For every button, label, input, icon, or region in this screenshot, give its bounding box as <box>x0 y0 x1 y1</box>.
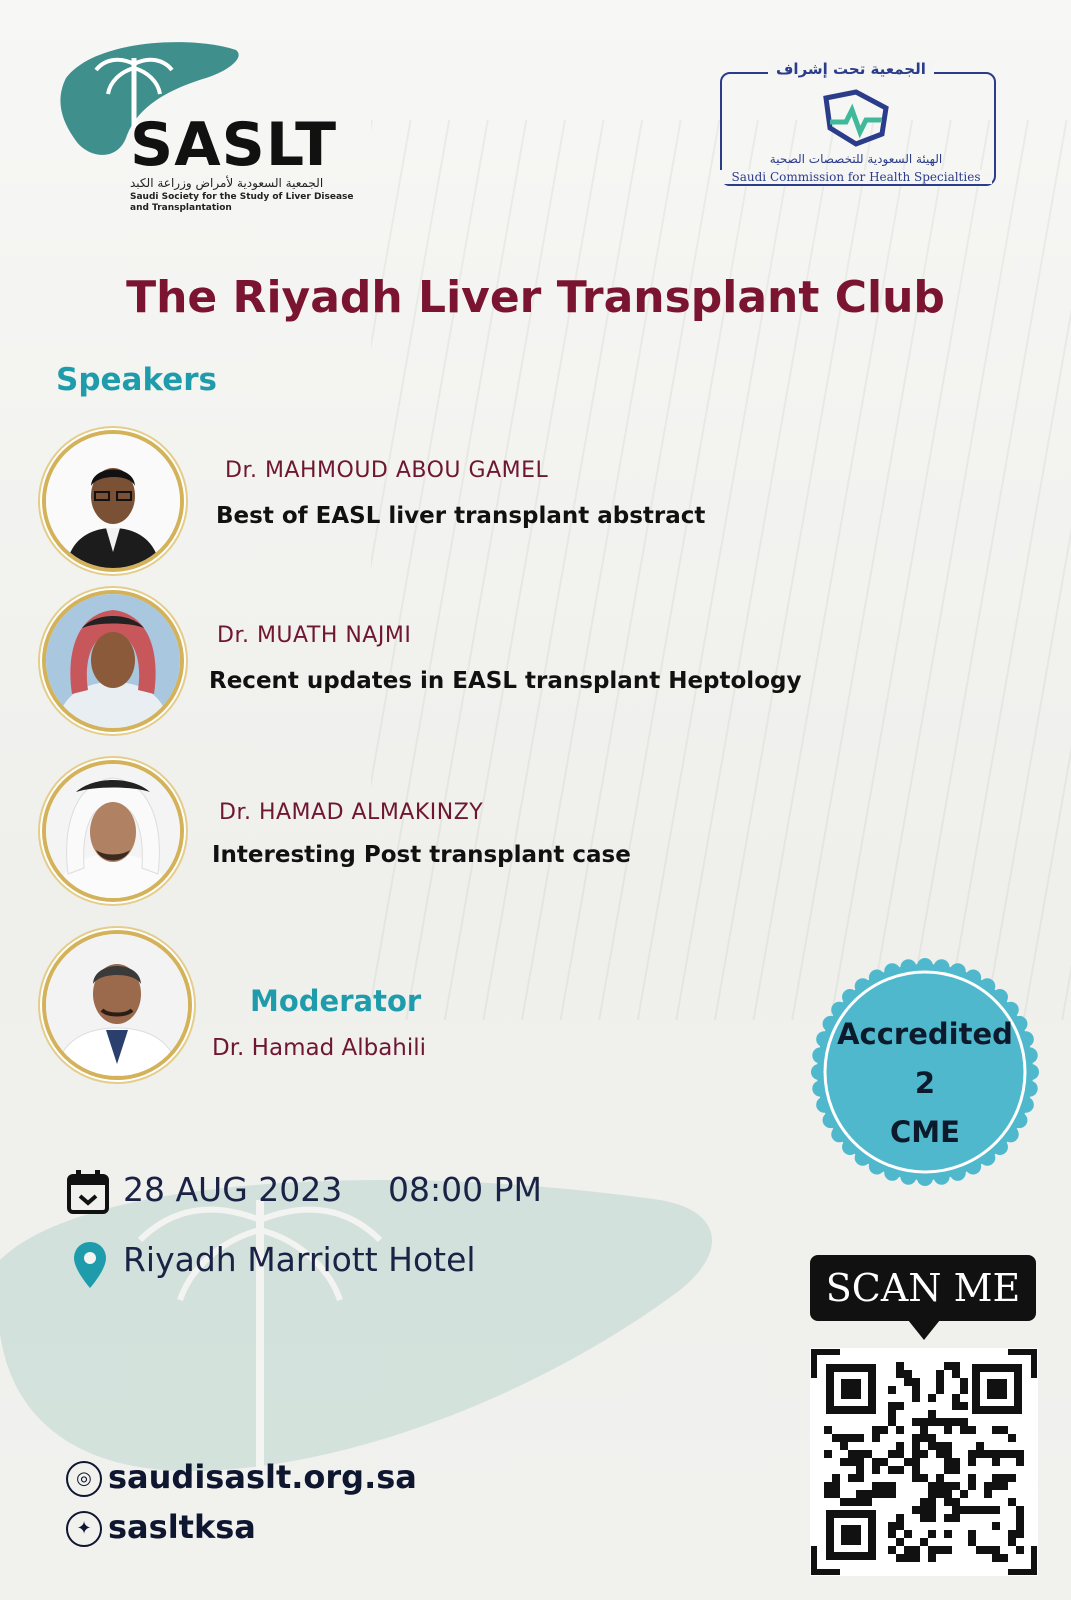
event-date: 28 AUG 2023 <box>123 1170 343 1209</box>
speaker-1-name: Dr. MAHMOUD ABOU GAMEL <box>225 458 549 483</box>
event-time: 08:00 PM <box>388 1170 542 1209</box>
speaker-2-topic: Recent updates in EASL transplant Heptology <box>209 668 802 694</box>
saslt-wordmark: SASLT <box>130 110 338 180</box>
location-pin-icon <box>72 1240 108 1290</box>
speaker-2-name: Dr. MUATH NAJMI <box>217 623 412 648</box>
qr-code[interactable] <box>810 1348 1038 1576</box>
scfhs-english-name: Saudi Commission for Health Specialties <box>720 170 992 184</box>
moderator-avatar <box>42 930 192 1080</box>
twitter-icon: ✦ <box>66 1511 102 1547</box>
speaker-1-avatar <box>42 430 184 572</box>
globe-icon: ◎ <box>66 1461 102 1497</box>
cme-badge-text <box>810 1010 1040 1157</box>
moderator-label: Moderator <box>250 984 422 1018</box>
speaker-3-topic: Interesting Post transplant case <box>212 842 631 868</box>
twitter-handle: sasltksa <box>108 1508 256 1546</box>
saslt-english-name: Saudi Society for the Study of Liver Disease and Transplantation <box>130 192 354 213</box>
scfhs-map-icon <box>816 88 896 148</box>
scfhs-arabic-name: الهيئة السعودية للتخصصات الصحية <box>769 152 943 166</box>
scan-me-pointer <box>908 1320 940 1340</box>
speaker-1-topic: Best of EASL liver transplant abstract <box>216 503 706 529</box>
speaker-3-name: Dr. HAMAD ALMAKINZY <box>219 800 484 825</box>
twitter-link[interactable] <box>66 1508 256 1547</box>
scfhs-supervision-text: الجمعية تحت إشراف <box>768 60 934 78</box>
saslt-arabic-name: الجمعية السعودية لأمراض وزراعة الكبد <box>130 176 324 190</box>
background-liver-watermark <box>0 1140 740 1480</box>
scfhs-logo <box>720 60 996 188</box>
background-building-image <box>371 120 1071 1020</box>
moderator-name: Dr. Hamad Albahili <box>212 1035 427 1061</box>
calendar-icon <box>66 1168 110 1216</box>
speakers-heading: Speakers <box>56 362 218 398</box>
cme-badge-line-count: 2 <box>914 1066 936 1100</box>
event-venue: Riyadh Marriott Hotel <box>123 1240 476 1279</box>
scan-me-label: SCAN ME <box>810 1255 1036 1321</box>
website-text: saudisaslt.org.sa <box>108 1458 417 1496</box>
cme-badge-line-accredited: Accredited <box>837 1017 1013 1051</box>
website-link[interactable] <box>66 1458 417 1497</box>
cme-badge-line-cme: CME <box>890 1115 960 1149</box>
speaker-2-avatar <box>42 590 184 732</box>
saslt-logo <box>56 38 356 218</box>
event-title: The Riyadh Liver Transplant Club <box>126 272 945 323</box>
speaker-3-avatar <box>42 760 184 902</box>
